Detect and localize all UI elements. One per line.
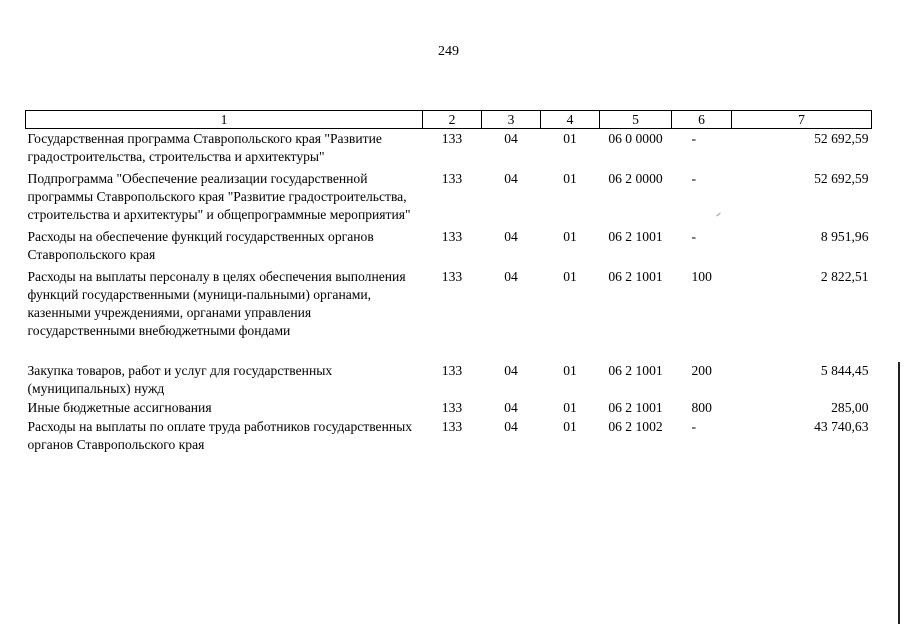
row-name: Подпрограмма "Обеспечение реализации государственной программы Ставропольского края "Развитие градостроительства, строительства и архитектуры" и общепрограммные мероприятия"	[27, 171, 411, 222]
column-header-2: 2	[423, 111, 482, 129]
section-code: 04	[504, 419, 518, 434]
column-header-4: 4	[541, 111, 600, 129]
amount: 5 844,45	[820, 363, 869, 378]
ministry-code: 133	[441, 400, 463, 415]
section-code: 04	[504, 131, 518, 146]
section-code: 04	[504, 363, 518, 378]
expense-type-code: -	[691, 419, 697, 434]
target-code: 06 0 0000	[608, 131, 663, 146]
scan-edge-line	[898, 362, 900, 624]
amount: 2 822,51	[820, 269, 869, 284]
column-header-1: 1	[26, 111, 423, 129]
table-row	[26, 417, 872, 454]
spacer-cell	[26, 340, 872, 361]
target-code: 06 2 0000	[608, 171, 663, 186]
ministry-code: 133	[441, 363, 463, 378]
target-code: 06 2 1001	[608, 363, 663, 378]
table-row	[26, 267, 872, 340]
expense-type-code: 200	[691, 363, 712, 378]
subsection-code: 01	[563, 400, 577, 415]
ministry-code: 133	[441, 269, 463, 284]
column-header-6: 6	[672, 111, 732, 129]
subsection-code: 01	[563, 269, 577, 284]
ministry-code: 133	[441, 229, 463, 244]
column-header-3: 3	[482, 111, 541, 129]
table-row	[26, 398, 872, 417]
ministry-code: 133	[441, 131, 463, 146]
ministry-code: 133	[441, 419, 463, 434]
amount: 43 740,63	[814, 419, 869, 434]
amount: 8 951,96	[820, 229, 869, 244]
row-name: Иные бюджетные ассигнования	[27, 400, 212, 415]
section-code: 04	[504, 229, 518, 244]
subsection-code: 01	[563, 363, 577, 378]
page-number: 249	[438, 44, 459, 59]
section-code: 04	[504, 400, 518, 415]
row-name: Закупка товаров, работ и услуг для государственных (муниципальных) нужд	[27, 363, 333, 396]
table-row	[26, 169, 872, 227]
expense-type-code: 800	[691, 400, 712, 415]
row-name: Расходы на выплаты по оплате труда работников государственных органов Ставропольского края	[27, 419, 413, 452]
header-row	[26, 111, 872, 129]
column-header-5: 5	[600, 111, 672, 129]
row-name: Расходы на выплаты персоналу в целях обеспечения выполнения функций государственными (муници-пальными) органами, казенными учреждениями, органами управления государственными внебюджетными фондами	[27, 269, 406, 338]
subsection-code: 01	[563, 419, 577, 434]
target-code: 06 2 1002	[608, 419, 663, 434]
subsection-code: 01	[563, 229, 577, 244]
expense-type-code: 100	[691, 269, 712, 284]
table-row	[26, 361, 872, 398]
target-code: 06 2 1001	[608, 229, 663, 244]
budget-table	[25, 110, 872, 454]
target-code: 06 2 1001	[608, 269, 663, 284]
ministry-code: 133	[441, 171, 463, 186]
column-header-7: 7	[732, 111, 872, 129]
subsection-code: 01	[563, 171, 577, 186]
spacer-row	[26, 340, 872, 361]
subsection-code: 01	[563, 131, 577, 146]
amount: 52 692,59	[814, 131, 869, 146]
expense-type-code: -	[691, 131, 697, 146]
table-row	[26, 129, 872, 170]
section-code: 04	[504, 269, 518, 284]
table-row	[26, 227, 872, 267]
expense-type-code: -	[691, 171, 697, 186]
target-code: 06 2 1001	[608, 400, 663, 415]
section-code: 04	[504, 171, 518, 186]
amount: 285,00	[831, 400, 869, 415]
row-name: Расходы на обеспечение функций государственных органов Ставропольского края	[27, 229, 374, 262]
row-name: Государственная программа Ставропольского края "Развитие градостроительства, строительства и архитектуры"	[27, 131, 382, 164]
amount: 52 692,59	[814, 171, 869, 186]
expense-type-code: -	[691, 229, 697, 244]
